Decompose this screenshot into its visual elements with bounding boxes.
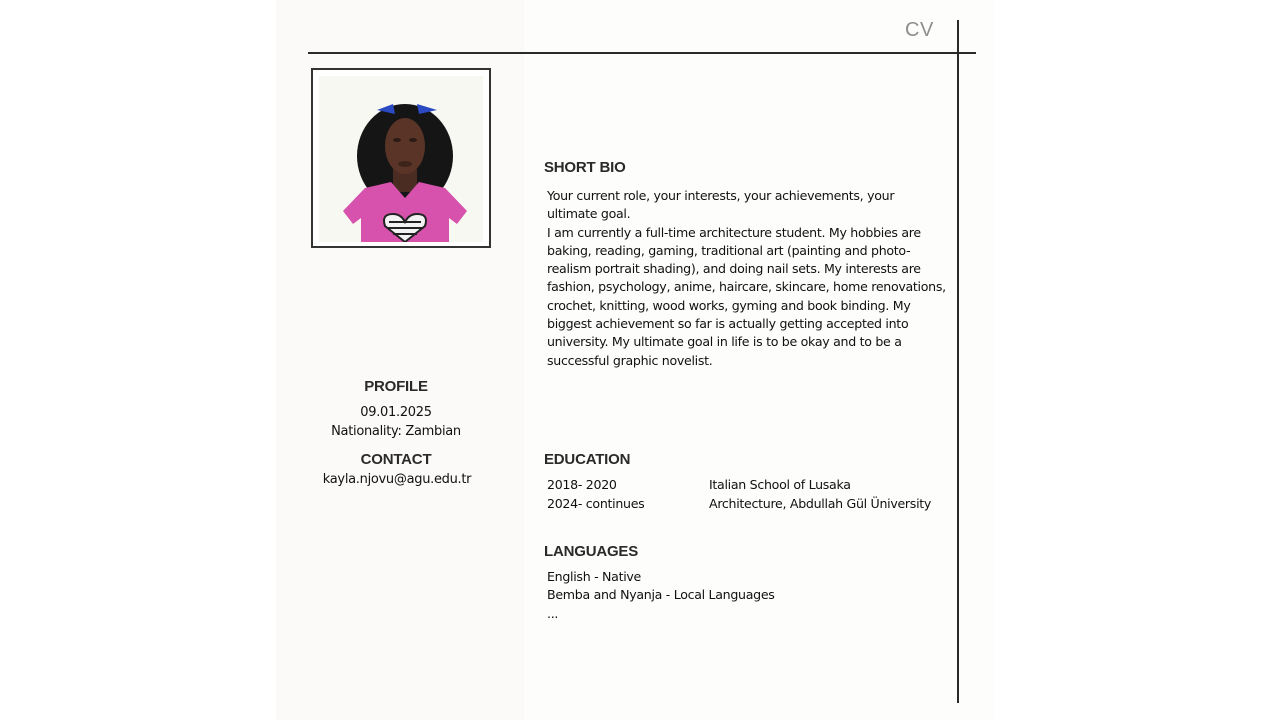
header-divider [308,52,976,54]
languages-heading: LANGUAGES [544,543,639,560]
photo-frame [311,68,491,248]
education-institution: Architecture, Abdullah Gül Üniversity [709,496,932,511]
language-item: Bemba and Nyanja - Local Languages [547,587,775,603]
languages-list [547,568,927,623]
language-item: English - Native [547,569,642,584]
contact-heading: CONTACT [360,451,432,468]
education-years: 2018- 2020 [547,477,617,492]
education-institution: Italian School of Lusaka [709,477,851,492]
bio-prompt: Your current role, your interests, your achievements, your ultimate goal. [547,188,895,222]
portrait-image [319,76,483,242]
cv-title: CV [905,19,934,41]
vertical-divider [957,20,959,703]
bio-body [547,187,947,370]
profile-date: 09.01.2025 [360,405,432,420]
education-heading: EDUCATION [544,451,631,468]
profile-heading: PROFILE [364,378,428,395]
bio-text: I am currently a full-time architecture student. My hobbies are baking, reading, gaming, traditional art (painting and photo-realism portrait shading), and doing nail sets. My interests are fashion, psychology, anime, haircare, skincare, home renovations, crochet, knitting, wood works, gyming and book binding. My biggest achievement so far is actually getting accepted into university. My ultimate goal in life is to be okay and to be a successful graphic novelist. [547,224,946,368]
profile-nationality: Nationality: Zambian [331,424,461,439]
profile-photo [319,76,483,242]
bio-heading: SHORT BIO [544,159,626,176]
education-years: 2024- continues [547,496,645,511]
language-item: ... [547,605,559,621]
contact-email[interactable]: kayla.njovu@agu.edu.tr [322,472,472,487]
